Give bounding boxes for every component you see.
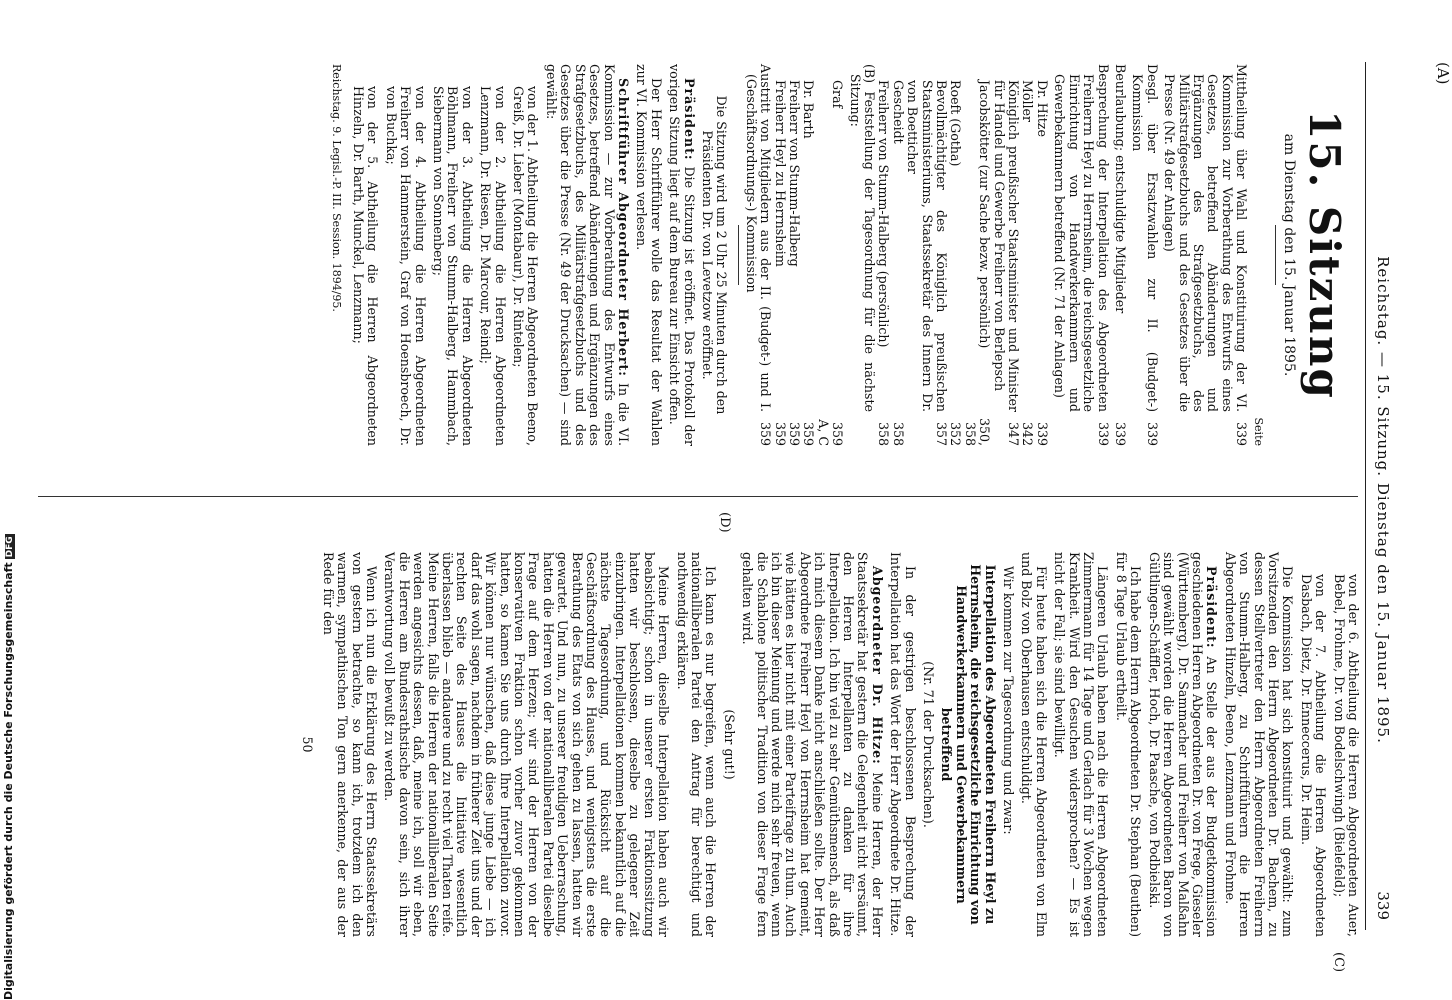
toc-subitem: Möller 342 — [1020, 80, 1036, 446]
section-rule — [738, 225, 739, 285]
title-rule — [1275, 225, 1276, 285]
paragraph: Ich kann es nur begreifen, wenn auch die Herren der nationalliberalen Partei den Antrag für berechtigt und nothwendig erklären. — [674, 552, 719, 937]
toc-item: Desgl. über Ersatzwahlen zur II. (Budget-) Kommission 339 — [1130, 64, 1160, 446]
paragraph: von der 3. Abtheilung die Herren Abgeordneten Böhlmann, Freiherr von Stumm-Halberg, Hammbach, Siebermann von Sonnenberg; — [431, 86, 475, 446]
paragraph: Wir kommen zur Tagesordnung und zwar: — [1001, 566, 1017, 835]
toc-subitem: Freiherr von Stumm-Halberg (persönlich) 358 — [876, 80, 892, 446]
speaker-name: Präsident: — [1204, 566, 1220, 649]
header-rule — [1365, 62, 1366, 930]
speaker-name: Präsident: — [681, 78, 697, 161]
column-divider — [38, 496, 1358, 497]
margin-mark-d: (D) — [717, 512, 732, 533]
margin-mark-c: (C) — [1331, 952, 1346, 973]
toc-subitem: Dr. Hitze 339 — [1034, 80, 1050, 446]
paragraph: In der gestrigen beschlossenen Besprechung der Interpellation hat das Wort der Herr Abgeordnete Dr. Hitze. — [888, 552, 918, 937]
page-number: 339 — [1374, 891, 1392, 920]
paragraph: Schriftführer Abgeordneter Herbert: In die VI. Kommission — zur Vorberathung des Entwurfs eines Gesetzes, betreffend Abänderungen und Ergänzungen des Strafgesetzbuchs, des Militärstrafgesetzbuchs und des Gesetzes über die Presse (Nr. 49 der Drucksachen) — sind gewählt: — [543, 64, 631, 446]
right-column — [30, 552, 1360, 937]
digitization-credit: Digitalisierung gefördert durch die Deutsche Forschungsgemeinschaft — [2, 562, 15, 1000]
interpellation-title: Interpellation des Abgeordneten Freiherrn Heyl zu Herrnsheim, die reichsgesetzliche Einrichtung von Handwerkerkammern und Gewerbekammern betreffend — [939, 564, 998, 925]
paragraph: von der 7. Abtheilung die Herren Abgeordneten Dasbach, Dietz, Dr. Enneccerus, Dr. Heim. — [1298, 574, 1329, 937]
toc-item: Beurlaubung; entschuldigte Mitglieder 339 — [1112, 64, 1128, 446]
interjection: (Sehr gut!) — [721, 709, 737, 780]
paragraph: von der 1. Abtheilung die Herren Abgeordneten Beeno, Greiß, Dr. Lieber (Montabaur), Dr. Rintelen; — [511, 86, 541, 446]
paragraph: Präsident: An Stelle der aus der Budgetkommission geschiedenen Herren Abgeordneten Dr. von Frege, Gieseler (Württemberg), Dr. Sammacher und Freiherr von Malßahn sind gewählt worden die Herren Abgeordneten Baron von Gültlingen-Schäffler, Hoch, Dr. Paasche, von Podbielski. — [1146, 552, 1220, 937]
paragraph: Die Kommission hat sich konstituirt und gewählt: zum Vorsitzenden den Herrn Abgeordneten Dr. Bachem, zu dessen Stellvertreter den Herrn Abgeordneten Freiherrn von Stumm-Halberg, zu Schriftführern die Herren Abgeordneten Hinzeln, Beeno, Lenzmann und Frohme. — [1222, 552, 1296, 937]
toc — [743, 64, 1248, 446]
dfg-logo: DFG — [5, 536, 15, 558]
session-title: 15. Sitzung — [1300, 110, 1349, 400]
toc-item: Besprechung der Interpellation des Abgeordneten Freiherrn Heyl zu Herrnsheim, die reichsgesetzliche Einrichtung von Handwerkerkammern und Gewerbekammern betreffend (Nr. 71 der Anlagen) 339 — [1052, 64, 1111, 446]
session-date: am Dienstag den 15. Januar 1895. — [1281, 133, 1297, 377]
paragraph: Präsident: Die Sitzung ist eröffnet. Das Protokoll der vorigen Sitzung liegt auf dem Bureau zur Einsicht offen. — [667, 64, 697, 446]
running-title: Reichstag. — 15. Sitzung. Dienstag den 15. Januar 1895. — [1374, 256, 1392, 744]
speaker-name: Schriftführer Abgeordneter Herbert: — [615, 78, 631, 377]
sheet-number: 50 — [300, 736, 316, 753]
toc-subitem: Jacobskötter (zur Sache bezw. persönlich) 350, 358 — [962, 80, 993, 446]
paragraph: Meine Herren, dieselbe Interpellation haben auch wir beabsichtigt; schon in unserer ersten Fraktionssitzung hatten wir beschlossen, dieselbe zu gelegener Zeit einzubringen. Interpellationen kommen bekanntlich auf die nächste Tagesordnung, und Rücksicht auf die Geschäftsordnung des Hauses, und wenigstens die erste Berathung des Etats von sich gehen zu lassen, hatten wir gewartet. Und nun, zu unserer freudigen Ueberraschung, hatten die Herren von der nationalliberalen Partei dieselbe Frage auf dem Herzen; wir sind der Herren von der konservativen Fraktion schon vorher zuvor gekommen hatten, so kamen Sie uns durch Ihre Interpellation zuvor. Wir können nur wünschen, daß diese junge Liebe — ich darf das wohl sagen, nachdem in früherer Zeit uns und der rechten Seite des Hauses die Initiative wesentlich überlassen blieb — andauere und zu recht viel Thaten reife. Meine Herren, falls die Herren der nationalliberalen Seite werden angesichts dessen, daß, meine ich, soll wir eben, die Herren am Bundesrathstische davon sein, sich ihrer Verantwortung voll bewußt zu werden. — [382, 552, 672, 937]
paragraph: Wenn ich nun die Erklärung des Herrn Staatssekretärs von gestern betrachte, so kann ich, trotzdem ich den warmen, sympathischen Ton gern anerkenne, der aus der Rede für den — [320, 552, 379, 937]
toc-subitem: Roeft (Gotha) 352 — [948, 80, 964, 446]
left-column — [30, 64, 1360, 446]
paragraph: Der Herr Schriftführer wolle das Resultat der Wahlen zur VI. Kommission verlesen. — [634, 64, 664, 446]
toc-item: Mittheilung über Wahl und Konstituirung der VI. Kommission zur Vorberathung des Entwurfs eines Gesetzes, betreffend Abänderungen und Ergänzungen des Strafgesetzbuchs, des Militärstrafgesetzbuchs und des Gesetzes über die Presse (Nr. 49 der Anlagen) 339 — [1162, 64, 1250, 446]
paragraph: von der 6. Abtheilung die Herren Abgeordneten Auer, Bebel, Frohme, Dr. von Bodelschwingh (Bielefeld); — [1331, 574, 1361, 937]
paragraph: Für heute haben sich die Herren Abgeordneten von Elm und Bolz von Oberhausen entschuldigt. — [1019, 552, 1049, 937]
speaker-name: Abgeordneter Dr. Hitze: — [869, 566, 885, 765]
toc-item: (B) Feststellung der Tagesordnung für die nächste Sitzung: — [847, 64, 878, 412]
seite-label: Seite — [1251, 417, 1265, 446]
paragraph: Ich habe dem Herrn Abgeordneten Dr. Stephan (Beuthen) für 8 Tage Urlaub ertheilt. — [1113, 552, 1144, 937]
toc-subitem: Gescheidt 358 — [890, 80, 906, 446]
paragraph: Längeren Urlaub haben nach die Herren Abgeordneten Zimmermann für 14 Tage und Gerlach für 3 Wochen wegen Krankheit. Wird den Gesuchen widersprochen? — Es ist nicht der Fall; sie sind bewilligt. — [1052, 552, 1111, 937]
paragraph: von der 2. Abtheilung die Herren Abgeordneten Lenzmann, Dr. Riesen, Dr. Marcour, Reindl; — [478, 86, 508, 446]
toc-subitem: Freiherr Heyl zu Herrnsheim 359 — [772, 80, 788, 446]
interpellation-reference: (Nr. 71 der Drucksachen). — [921, 661, 937, 828]
toc-subitem: Freiherr von Stumm-Halberg 359 — [787, 80, 802, 446]
toc-subitem: Dr. Barth 359 — [801, 80, 817, 446]
publication-note: Reichstag. 9. Legisl.-P. III. Session. 1894/95. — [329, 64, 343, 312]
digitization-footer — [2, 534, 15, 1000]
opening-note: Die Sitzung wird um 2 Uhr 25 Minuten durch den Präsidenten Dr. von Levetzow eröffnet. — [699, 95, 730, 415]
toc-subitem: Bevollmächtigter des Königlich preußischen Staatsministeriums, Staatssekretär des Innern Dr. von Boetticher 357 — [905, 80, 950, 446]
paragraph: von der 4. Abtheilung die Herren Abgeordneten Freiherr von Hammerstein, Graf von Hoensbroech, Dr. von Buchka; — [383, 86, 428, 446]
toc-subitem: Königlich preußischer Staatsminister und Minister für Handel und Gewerbe Freiherr von Berlepsch 347 — [991, 80, 1022, 446]
paragraph: von der 5. Abtheilung die Herren Abgeordneten Hinzeln, Dr. Barth, Munckel, Lenzmann; — [351, 86, 381, 446]
toc-subitem: Graf 359 A, C — [815, 80, 846, 446]
corner-mark: (A) — [1434, 62, 1452, 85]
paragraph: Abgeordneter Dr. Hitze: Meine Herren, der Herr Staatssekretär hat gestern die Gelegenheit nicht versäumt, den Herren Interpellanten zu danken für ihre Interpellation. Ich bin viel zu sehr Gemüthsmensch, als daß ich mich diesem Danke nicht anschließen sollte. Der Herr Abgeordnete Freiherr Heyl von Herrnsheim hat gemeint, wie hätten es hier nicht mit einer Parteifrage zu thun. Auch ich bin dieser Meinung und werde mich sehr freuen, wenn die Schablone politischer Tradition von dieser Frage fern gehalten wird. — [740, 552, 885, 937]
toc-item: Austritt von Mitgliedern aus der II. (Budget-) und I. (Geschäftsordnungs-) Kommission 359 — [743, 64, 774, 446]
